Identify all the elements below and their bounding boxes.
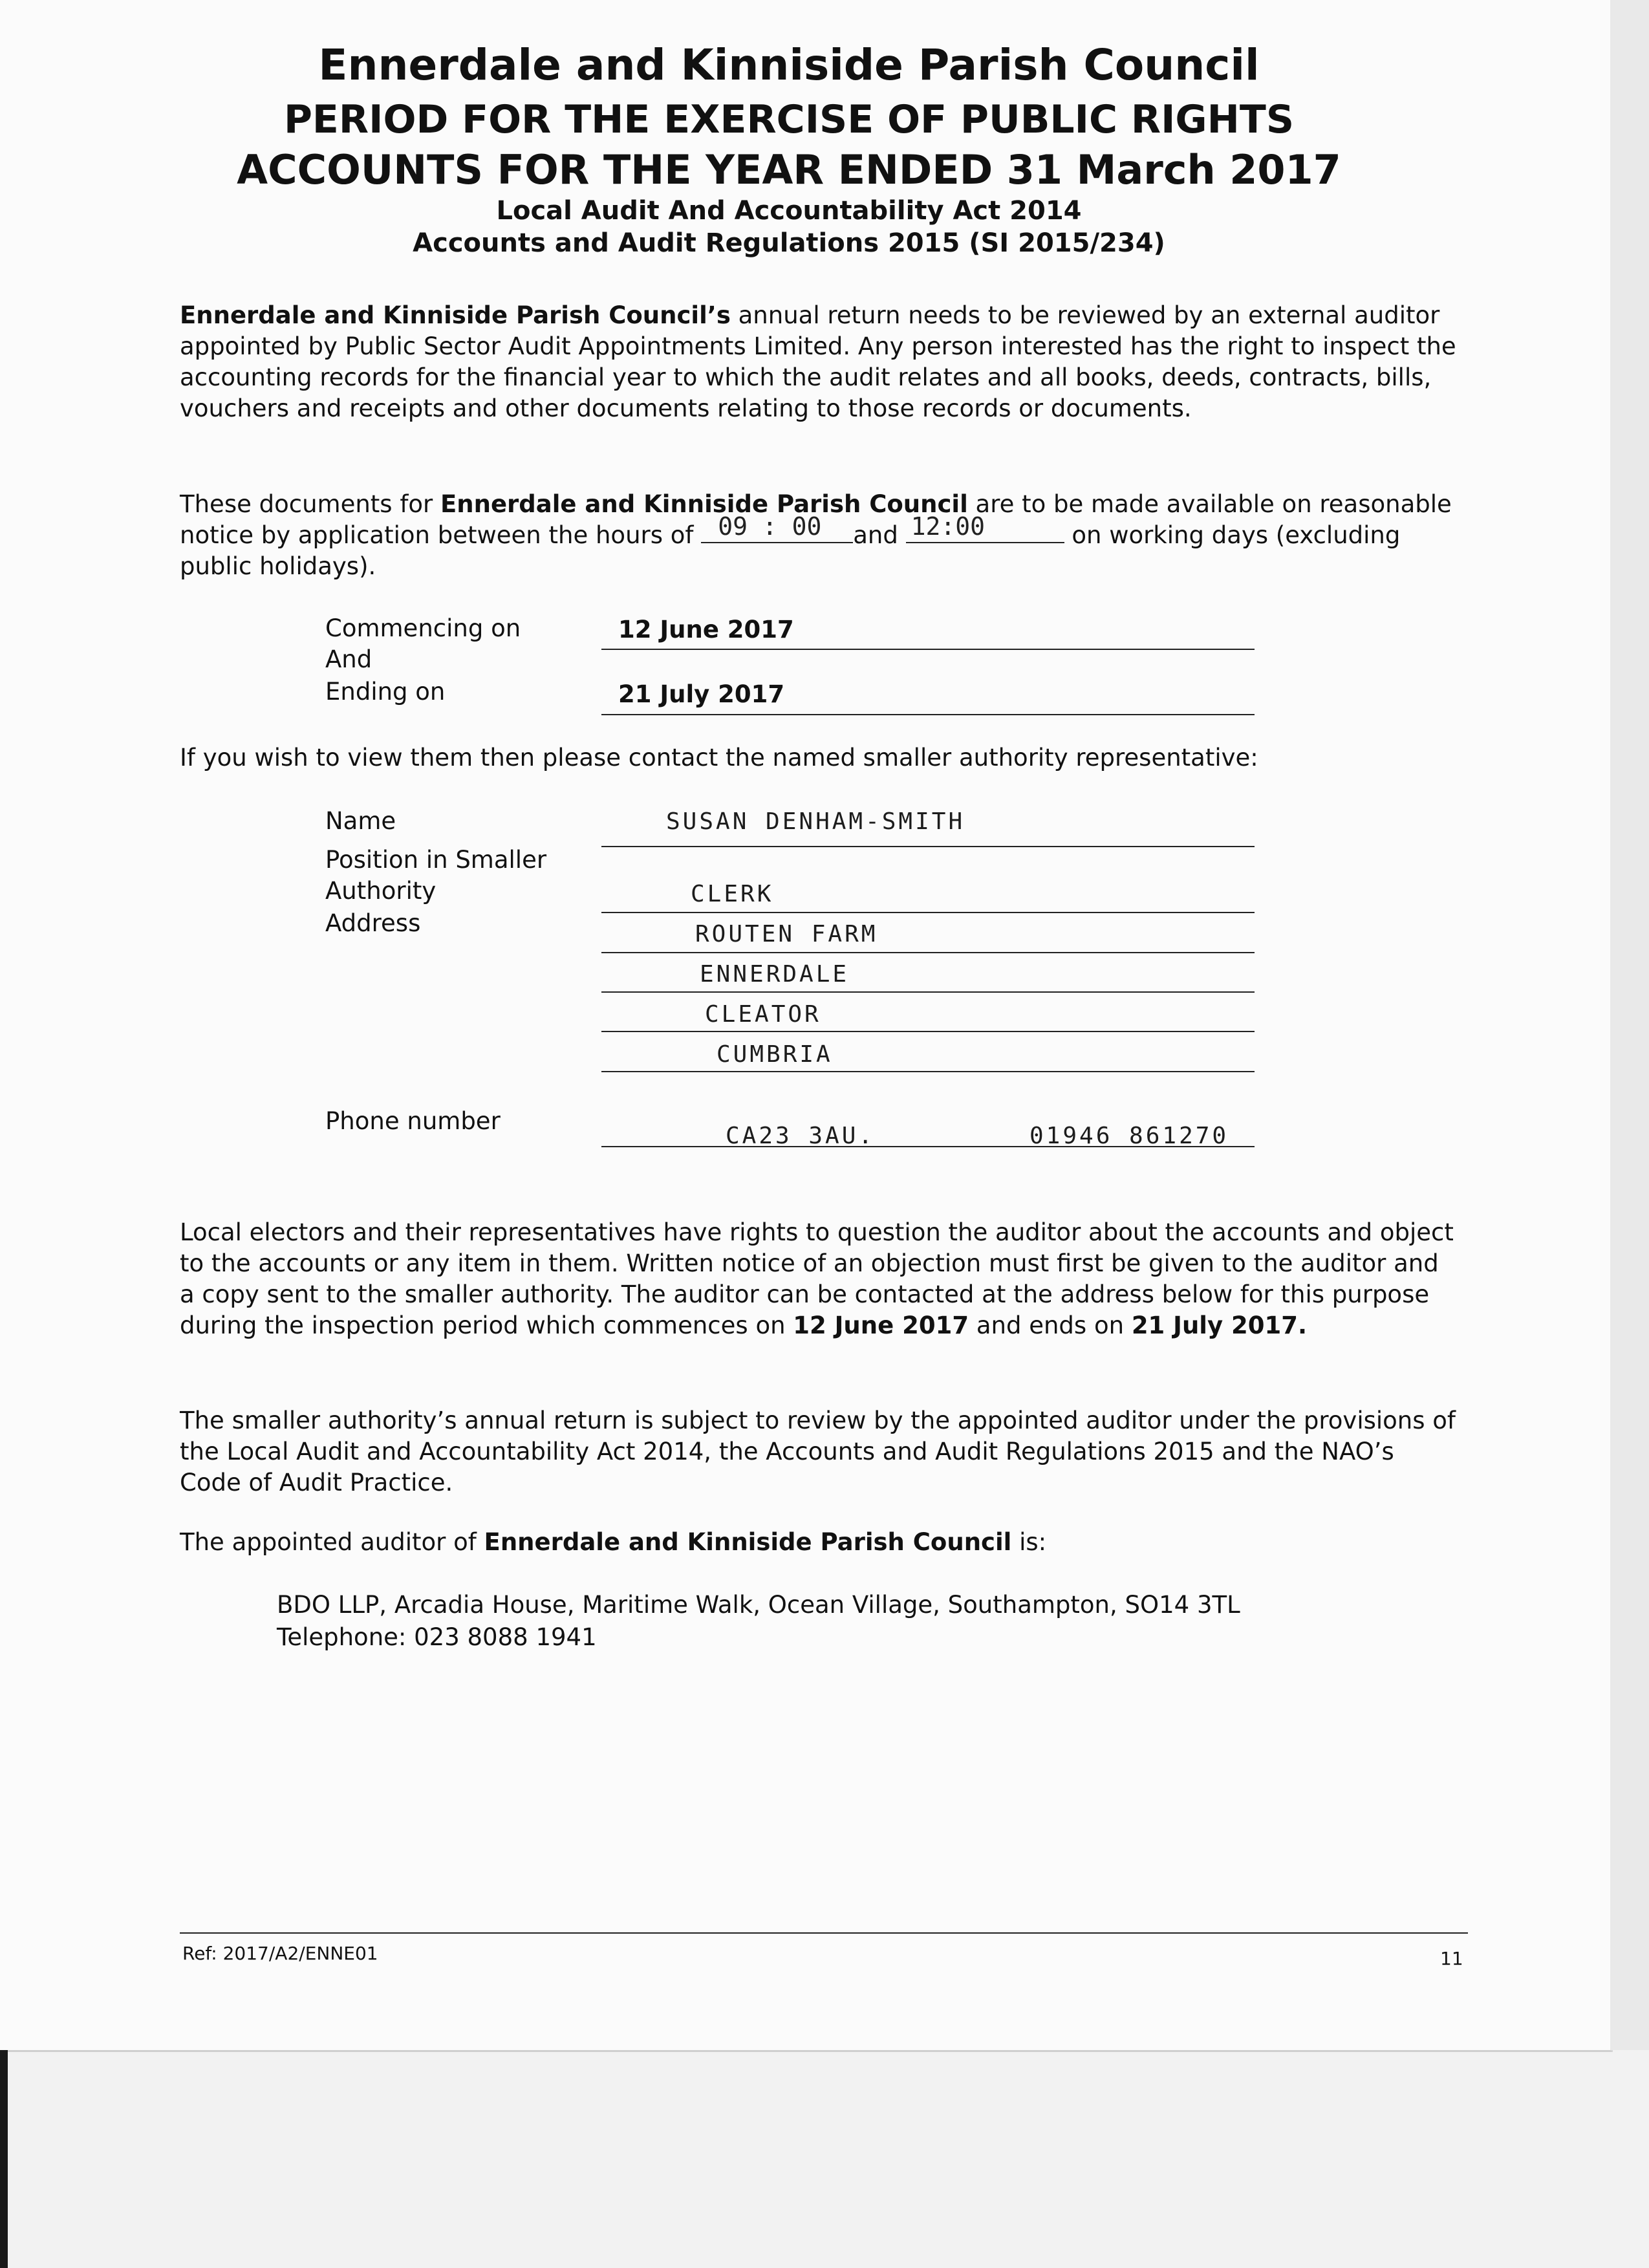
address-line-4	[601, 1071, 1255, 1072]
objections-paragraph	[180, 1217, 1460, 1341]
availability-paragraph	[180, 489, 1460, 582]
handwritten-position: CLERK	[691, 881, 774, 907]
availability-council-name: Ennerdale and Kinniside Parish Council	[440, 490, 968, 518]
auditor-intro-text-1: The appointed auditor of	[180, 1528, 484, 1556]
auditor-intro	[180, 1527, 1460, 1558]
position-label-line2: Authority	[325, 877, 436, 905]
handwritten-address-line-2: ENNERDALE	[700, 961, 850, 988]
auditor-details	[277, 1589, 1505, 1654]
regulations-subheading: Accounts and Audit Regulations 2015 (SI 2015/234)	[413, 228, 1165, 258]
hour-to-field[interactable]	[906, 512, 1064, 543]
period-heading: PERIOD FOR THE EXERCISE OF PUBLIC RIGHTS	[283, 97, 1295, 142]
commencing-date-line	[601, 649, 1255, 650]
footer-divider	[180, 1932, 1468, 1934]
availability-text-2: are to be made available on reasonable notice by application between the hours of	[180, 490, 1452, 549]
accounts-heading: ACCOUNTS FOR THE YEAR ENDED 31 March 2017	[237, 146, 1341, 193]
position-label-line1: Position in Smaller	[325, 846, 547, 874]
handwritten-phone: 01946 861270	[1029, 1123, 1229, 1149]
name-label: Name	[325, 807, 396, 835]
footer-reference: Ref: 2017/A2/ENNE01	[182, 1943, 378, 1964]
availability-text-4: on working days (excluding public holidays).	[180, 521, 1401, 580]
position-line	[601, 912, 1255, 913]
intro-paragraph	[180, 300, 1460, 424]
address-line-3	[601, 1031, 1255, 1032]
review-paragraph: The smaller authority’s annual return is subject to review by the appointed auditor under the provisions of the Local Audit and Accountability Act 2014, the Accounts and Audit Regulations 2015 and the NAO’s Code of Audit Practice.	[180, 1407, 1456, 1496]
ending-date: 21 July 2017	[618, 680, 785, 708]
contact-intro: If you wish to view them then please contact the named smaller authority representative:	[180, 744, 1258, 772]
phone-label: Phone number	[325, 1107, 501, 1135]
auditor-intro-text-2: is:	[1011, 1528, 1047, 1556]
intro-text: annual return needs to be reviewed by an external auditor appointed by Public Sector Audit Appointments Limited. Any person interested has the right to inspect the accounting records for the financial year to which the audit relates and all books, deeds, contracts, bills, vouchers and receipts and other documents relating to those records or documents.	[180, 301, 1456, 422]
handwritten-address-line-3: CLEATOR	[705, 1001, 821, 1028]
scan-margin	[1610, 0, 1649, 2050]
handwritten-name: SUSAN DENHAM-SMITH	[666, 808, 965, 835]
handwritten-address-line-1: ROUTEN FARM	[695, 921, 878, 947]
auditor-phone: Telephone: 023 8088 1941	[277, 1623, 597, 1651]
handwritten-postcode: CA23 3AU.	[726, 1123, 876, 1149]
objections-text-1: Local electors and their representatives have rights to question the auditor about the accounts and object to the accounts or any item in them. Written notice of an objection must first be given to the auditor and a copy sent to the smaller authority. The auditor can be contacted at the address below for this purpose during the inspection period which commences on	[180, 1218, 1454, 1339]
page-number: 11	[1440, 1948, 1463, 1969]
intro-council-name: Ennerdale and Kinniside Parish Council’s	[180, 301, 731, 329]
objections-start-date: 12 June 2017	[793, 1312, 969, 1339]
handwritten-address-line-4: CUMBRIA	[717, 1041, 833, 1068]
name-line	[601, 846, 1255, 847]
commencing-date: 12 June 2017	[618, 616, 794, 643]
auditor-intro-council-name: Ennerdale and Kinniside Parish Council	[484, 1528, 1012, 1556]
address-line-2	[601, 991, 1255, 993]
address-label: Address	[325, 909, 421, 937]
commencing-label: Commencing on	[325, 614, 521, 642]
and-label: And	[325, 645, 372, 673]
address-line-1	[601, 952, 1255, 953]
hour-from-value: 09 : 00	[718, 512, 822, 541]
council-title: Ennerdale and Kinniside Parish Council	[318, 40, 1260, 90]
phone-line	[601, 1146, 1255, 1147]
auditor-address: BDO LLP, Arcadia House, Maritime Walk, Ocean Village, Southampton, SO14 3TL	[277, 1591, 1240, 1619]
ending-date-line	[601, 714, 1255, 715]
availability-text-3: and	[853, 521, 906, 549]
hour-to-value: 12:00	[911, 512, 985, 541]
availability-text-1: These documents for	[180, 490, 440, 518]
ending-label: Ending on	[325, 678, 446, 706]
act-subheading: Local Audit And Accountability Act 2014	[496, 196, 1082, 226]
objections-text-2: and ends on	[969, 1312, 1132, 1339]
scan-edge-shadow	[0, 2050, 8, 2268]
objections-end-date: 21 July 2017.	[1131, 1312, 1308, 1339]
hour-from-field[interactable]	[701, 512, 853, 543]
